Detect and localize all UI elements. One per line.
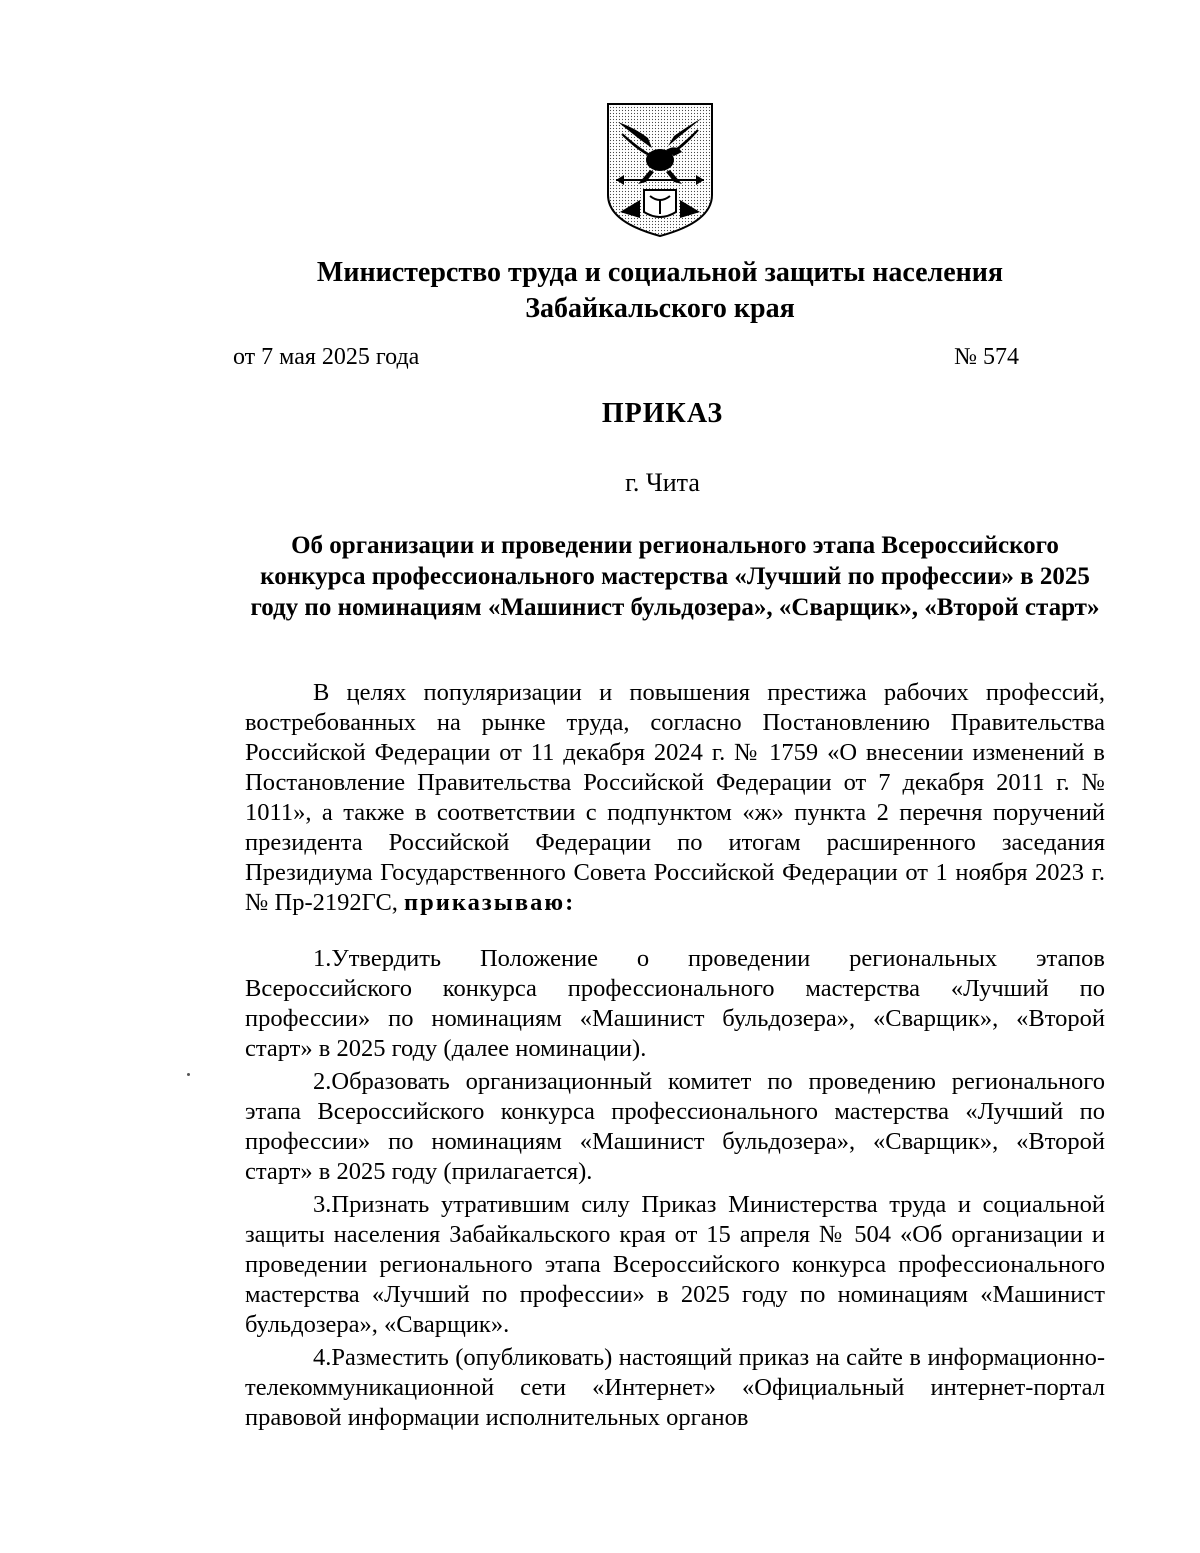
document-date: от 7 мая 2025 года	[233, 344, 420, 370]
order-item-2: 2.Образовать организационный комитет по проведению регионального этапа Всероссийского конкурса профессионального мастерства «Лучший по профессии» по номинациям «Машинист бульдозера», «Сварщик», «Второй старт» в 2025 году (прилагается).	[245, 1068, 1105, 1185]
document-city: г. Чита	[625, 468, 700, 497]
ministry-name-line1: Министерство труда и социальной защиты населения	[316, 257, 1004, 288]
preamble-paragraph	[245, 678, 1105, 918]
scan-speck	[187, 1073, 190, 1076]
ministry-name-line2: Забайкальского края	[525, 293, 795, 324]
order-item-1: 1.Утвердить Положение о проведении региональных этапов Всероссийского конкурса профессионального мастерства «Лучший по профессии» по номинациям «Машинист бульдозера», «Сварщик», «Второй старт» в 2025 году (далее номинации).	[245, 945, 1105, 1062]
ministry-name	[180, 255, 1140, 327]
order-word: приказываю:	[404, 889, 576, 916]
order-item-3: 3.Признать утратившим силу Приказ Министерства труда и социальной защиты населения Забайкальского края от 15 апреля № 504 «Об организации и проведении регионального этапа Всероссийского конкурса профессионального мастерства «Лучший по профессии» в 2025 году по номинациям «Машинист бульдозера», «Сварщик».	[245, 1191, 1105, 1338]
document-number: № 574	[954, 344, 1019, 370]
order-items	[245, 944, 1105, 1433]
preamble	[245, 678, 1105, 918]
coat-of-arms-emblem	[600, 100, 720, 240]
document-type: ПРИКАЗ	[601, 398, 724, 429]
order-item-4: 4.Разместить (опубликовать) настоящий приказ на сайте в информационно-телекоммуникационной сети «Интернет» «Официальный интернет-портал правовой информации исполнительных органов	[245, 1344, 1105, 1431]
document-subject: Об организации и проведении регионального этапа Всероссийского конкурса профессионального мастерства «Лучший по профессии» в 2025 году по номинациям «Машинист бульдозера», «Сварщик», «Второй старт»	[250, 532, 1100, 621]
preamble-text: В целях популяризации и повышения престижа рабочих профессий, востребованных на рынке труда, согласно Постановлению Правительства Российской Федерации от 11 декабря 2024 г. № 1759 «О внесении изменений в Постановление Правительства Российской Федерации от 7 декабря 2011 г. № 1011», а также в соответствии с подпунктом «ж» пункта 2 перечня поручений президента Российской Федерации по итогам расширенного заседания Президиума Государственного Совета Российской Федерации от 1 ноября 2023 г. № Пр-2192ГС,	[245, 679, 1105, 916]
